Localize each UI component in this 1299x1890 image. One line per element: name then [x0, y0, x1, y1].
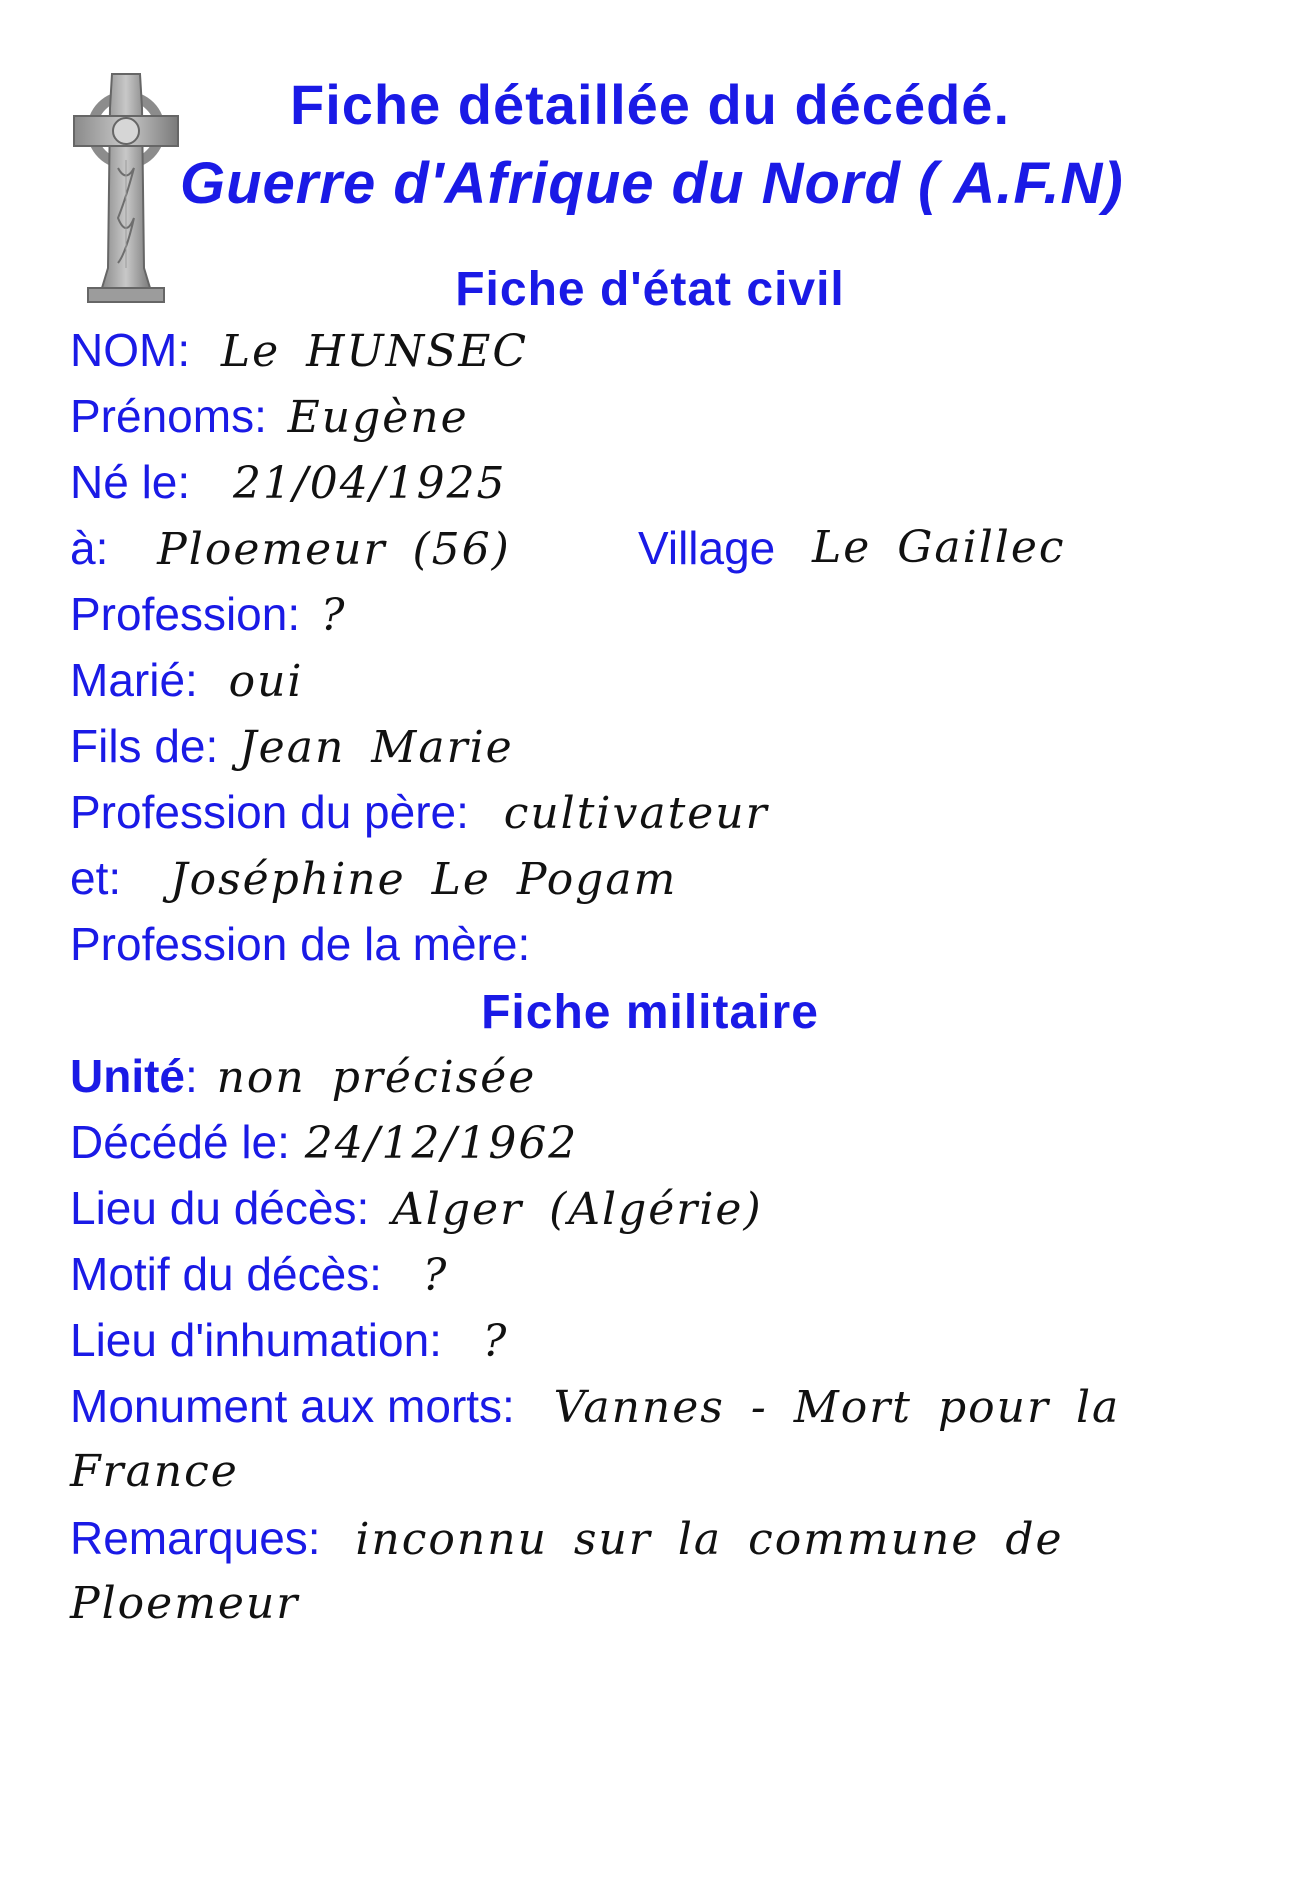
et-value: Joséphine Le Pogam	[169, 854, 678, 905]
profession-mere-row	[70, 916, 1239, 972]
etat-civil-heading: Fiche d'état civil	[455, 263, 845, 316]
marie-row	[70, 652, 1239, 710]
nom-value: Le HUNSEC	[220, 326, 529, 377]
document-subtitle: Guerre d'Afrique du Nord ( A.F.N)	[180, 151, 1124, 216]
nom-label: NOM:	[70, 324, 191, 376]
profession-pere-label: Profession du père:	[70, 786, 469, 838]
decede-le-value: 24/12/1962	[304, 1118, 579, 1169]
unite-colon: :	[185, 1050, 198, 1102]
lieu-deces-value: Alger (Algérie)	[392, 1184, 763, 1235]
prenoms-value: Eugène	[287, 392, 469, 443]
ne-le-row	[70, 454, 1239, 512]
decede-le-row	[70, 1114, 1239, 1172]
ne-le-value: 21/04/1925	[232, 458, 507, 509]
marie-label: Marié:	[70, 654, 198, 706]
motif-deces-label: Motif du décès:	[70, 1248, 382, 1300]
profession-label: Profession:	[70, 588, 301, 640]
motif-deces-row	[70, 1246, 1239, 1304]
a-value: Ploemeur (56)	[157, 524, 511, 575]
monument-value-line1: Vannes - Mort pour la	[553, 1382, 1121, 1433]
militaire-heading: Fiche militaire	[481, 986, 819, 1039]
lieu-inhumation-value: ?	[482, 1316, 509, 1367]
decede-le-label: Décédé le:	[70, 1116, 290, 1168]
remarques-value-line1: inconnu sur la commune de	[355, 1514, 1064, 1565]
unite-value: non précisée	[216, 1052, 537, 1103]
unite-row	[70, 1048, 1239, 1106]
fils-de-label: Fils de:	[70, 720, 219, 772]
nom-row	[70, 322, 1239, 380]
lieu-deces-label: Lieu du décès:	[70, 1182, 370, 1234]
remarques-value-line2: Ploemeur	[70, 1578, 300, 1629]
marie-value: oui	[228, 656, 304, 707]
monument-label: Monument aux morts:	[70, 1380, 515, 1432]
profession-row	[70, 586, 1239, 644]
lieu-naissance-row	[70, 520, 1239, 578]
prenoms-row	[70, 388, 1239, 446]
profession-pere-row	[70, 784, 1239, 842]
lieu-deces-row	[70, 1180, 1239, 1238]
village-value: Le Gaillec	[812, 522, 1066, 573]
ne-le-label: Né le:	[70, 456, 191, 508]
unite-label: Unité	[70, 1050, 185, 1102]
mere-row	[70, 850, 1239, 908]
prenoms-label: Prénoms:	[70, 390, 267, 442]
lieu-inhumation-label: Lieu d'inhumation:	[70, 1314, 442, 1366]
remarques-label: Remarques:	[70, 1512, 321, 1564]
profession-mere-label: Profession de la mère:	[70, 918, 531, 970]
remarques-row	[70, 1510, 1239, 1568]
village-label: Village	[638, 522, 776, 574]
et-label: et:	[70, 852, 122, 904]
fils-de-row	[70, 718, 1239, 776]
monument-row	[70, 1378, 1239, 1436]
a-label: à:	[70, 522, 109, 574]
profession-value: ?	[320, 590, 347, 641]
motif-deces-value: ?	[422, 1250, 449, 1301]
fils-de-value: Jean Marie	[239, 722, 514, 773]
lieu-inhumation-row	[70, 1312, 1239, 1370]
profession-pere-value: cultivateur	[503, 788, 769, 839]
monument-value-line2: France	[70, 1446, 239, 1497]
document-title: Fiche détaillée du décédé.	[289, 73, 1010, 136]
